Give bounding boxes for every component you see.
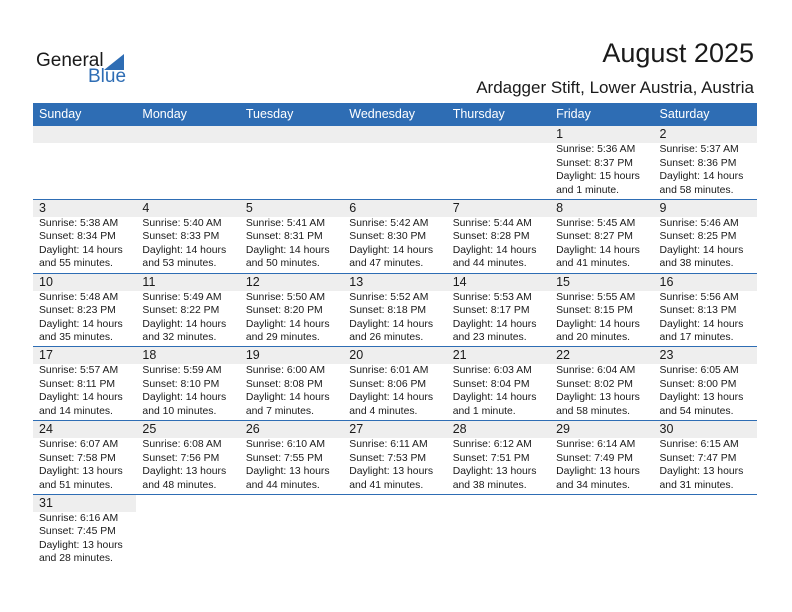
day-info xyxy=(39,438,136,492)
sunset-text: Sunset: 7:53 PM xyxy=(349,452,427,464)
minutes-text: and 47 minutes. xyxy=(349,258,424,270)
sunrise-text: Sunrise: 6:07 AM xyxy=(39,439,119,451)
day-info xyxy=(660,143,757,197)
sunrise-text: Sunrise: 5:52 AM xyxy=(349,291,429,303)
day-info xyxy=(453,291,550,345)
week-row xyxy=(33,346,757,420)
day-cell-26 xyxy=(240,421,343,494)
day-cell-18 xyxy=(136,347,239,420)
daylight-text: Daylight: 14 hours xyxy=(245,244,330,256)
day-info xyxy=(660,291,757,345)
sunrise-text: Sunrise: 5:45 AM xyxy=(556,217,636,229)
minutes-text: and 54 minutes. xyxy=(659,405,734,417)
sunrise-text: Sunrise: 5:46 AM xyxy=(659,217,739,229)
daylight-text: Daylight: 14 hours xyxy=(452,392,537,404)
page-title: August 2025 xyxy=(602,38,754,68)
day-number: 3 xyxy=(39,200,46,215)
day-info xyxy=(246,438,343,492)
day-cell-4 xyxy=(136,200,239,273)
minutes-text: and 14 minutes. xyxy=(39,405,113,417)
daylight-text: Daylight: 13 hours xyxy=(659,392,744,404)
sunrise-text: Sunrise: 6:10 AM xyxy=(245,439,325,451)
sunrise-text: Sunrise: 5:56 AM xyxy=(659,291,739,303)
sunrise-text: Sunrise: 5:36 AM xyxy=(556,144,636,155)
day-info xyxy=(453,438,550,492)
minutes-text: and 51 minutes. xyxy=(39,479,113,491)
logo-word-blue: Blue xyxy=(88,66,127,87)
empty-cell xyxy=(240,126,343,199)
day-info xyxy=(660,364,757,418)
sunset-text: Sunset: 7:51 PM xyxy=(452,452,530,464)
day-cell-7 xyxy=(447,200,550,273)
location-subtitle: Ardagger Stift, Lower Austria, Austria xyxy=(476,78,754,97)
daylight-text: Daylight: 14 hours xyxy=(452,318,537,330)
sunrise-text: Sunrise: 6:11 AM xyxy=(349,439,428,451)
day-cell-11 xyxy=(136,274,239,347)
daylight-text: Daylight: 14 hours xyxy=(556,244,640,256)
sunrise-text: Sunrise: 5:59 AM xyxy=(142,365,222,377)
minutes-text: and 23 minutes. xyxy=(452,332,527,344)
sunrise-text: Sunrise: 6:05 AM xyxy=(659,365,739,377)
day-cell-29 xyxy=(550,421,653,494)
day-cell-8 xyxy=(550,200,653,273)
day-number: 9 xyxy=(659,200,667,215)
sunset-text: Sunset: 8:20 PM xyxy=(245,305,323,317)
empty-cell xyxy=(33,126,136,199)
daylight-text: Daylight: 13 hours xyxy=(452,466,537,478)
day-cell-28 xyxy=(447,421,550,494)
daylight-text: Daylight: 15 hours xyxy=(556,171,640,182)
day-info xyxy=(39,364,136,418)
day-cell-22 xyxy=(550,347,653,420)
minutes-text: and 38 minutes. xyxy=(452,479,527,491)
day-number: 10 xyxy=(39,274,53,289)
minutes-text: and 29 minutes. xyxy=(245,332,320,344)
day-info xyxy=(660,217,757,271)
sunset-text: Sunset: 8:17 PM xyxy=(452,305,530,317)
day-number: 15 xyxy=(556,274,571,289)
day-cell-12 xyxy=(240,274,343,347)
sunrise-text: Sunrise: 5:37 AM xyxy=(659,144,739,155)
sunrise-text: Sunrise: 5:53 AM xyxy=(452,291,532,303)
day-cell-13 xyxy=(343,274,446,347)
daylight-text: Daylight: 14 hours xyxy=(349,318,434,330)
day-number: 28 xyxy=(452,422,467,437)
sunrise-text: Sunrise: 5:40 AM xyxy=(142,217,222,229)
day-info xyxy=(246,291,343,345)
sunrise-text: Sunrise: 5:48 AM xyxy=(39,291,119,303)
day-number: 14 xyxy=(452,274,467,289)
day-info xyxy=(349,438,446,492)
day-number: 4 xyxy=(142,200,150,215)
daylight-text: Daylight: 13 hours xyxy=(349,466,434,478)
minutes-text: and 4 minutes. xyxy=(349,405,418,417)
weekday-wednesday: Wednesday xyxy=(349,107,416,121)
day-number xyxy=(142,126,239,143)
sunset-text: Sunset: 7:45 PM xyxy=(39,526,116,538)
day-info xyxy=(246,364,343,418)
day-number: 16 xyxy=(659,274,674,289)
day-info xyxy=(349,217,446,271)
day-number: 27 xyxy=(349,422,364,437)
minutes-text: and 41 minutes. xyxy=(556,258,631,270)
day-cell-21 xyxy=(447,347,550,420)
day-info xyxy=(39,217,136,271)
day-cell-25 xyxy=(136,421,239,494)
sunset-text: Sunset: 8:18 PM xyxy=(349,305,427,317)
day-number: 8 xyxy=(556,200,564,215)
day-number: 22 xyxy=(556,348,571,363)
minutes-text: and 28 minutes. xyxy=(39,553,113,565)
minutes-text: and 35 minutes. xyxy=(39,332,113,344)
day-info xyxy=(142,438,239,492)
day-info xyxy=(39,291,136,345)
sunset-text: Sunset: 8:15 PM xyxy=(556,305,633,317)
sunset-text: Sunset: 8:04 PM xyxy=(452,378,530,390)
sunset-text: Sunset: 7:58 PM xyxy=(39,452,116,464)
week-row xyxy=(33,420,757,494)
minutes-text: and 31 minutes. xyxy=(659,479,734,491)
weekday-tuesday: Tuesday xyxy=(245,107,294,121)
day-info xyxy=(556,217,653,271)
day-number: 17 xyxy=(39,348,53,363)
daylight-text: Daylight: 14 hours xyxy=(245,392,330,404)
daylight-text: Daylight: 14 hours xyxy=(452,244,537,256)
sunset-text: Sunset: 8:33 PM xyxy=(142,231,220,243)
sunrise-text: Sunrise: 6:12 AM xyxy=(452,439,532,451)
day-number: 7 xyxy=(452,200,460,215)
day-info xyxy=(142,217,239,271)
sunset-text: Sunset: 8:31 PM xyxy=(245,231,323,243)
day-number: 13 xyxy=(349,274,364,289)
day-info xyxy=(556,438,653,492)
sunrise-text: Sunrise: 5:55 AM xyxy=(556,291,636,303)
daylight-text: Daylight: 14 hours xyxy=(556,318,640,330)
logo-word-general: General xyxy=(36,50,104,71)
day-cell-30 xyxy=(654,421,757,494)
day-cell-17 xyxy=(33,347,136,420)
minutes-text: and 44 minutes. xyxy=(452,258,527,270)
sunset-text: Sunset: 8:27 PM xyxy=(556,231,633,243)
sunset-text: Sunset: 8:34 PM xyxy=(39,231,116,243)
sunset-text: Sunset: 8:06 PM xyxy=(349,378,427,390)
day-cell-3 xyxy=(33,200,136,273)
sunset-text: Sunset: 7:49 PM xyxy=(556,452,633,464)
daylight-text: Daylight: 14 hours xyxy=(659,244,744,256)
day-cell-15 xyxy=(550,274,653,347)
minutes-text: and 53 minutes. xyxy=(142,258,217,270)
week-row xyxy=(33,126,757,199)
sunrise-text: Sunrise: 6:14 AM xyxy=(556,439,636,451)
minutes-text: and 1 minute. xyxy=(452,405,516,417)
calendar-weeks xyxy=(33,126,757,568)
day-number: 1 xyxy=(556,127,564,141)
day-info xyxy=(660,438,757,492)
day-info xyxy=(39,512,136,566)
daylight-text: Daylight: 13 hours xyxy=(142,466,227,478)
daylight-text: Daylight: 14 hours xyxy=(142,244,227,256)
minutes-text: and 44 minutes. xyxy=(245,479,320,491)
sunrise-text: Sunrise: 5:50 AM xyxy=(245,291,325,303)
sunrise-text: Sunrise: 6:16 AM xyxy=(39,512,119,524)
day-number xyxy=(246,126,343,143)
minutes-text: and 7 minutes. xyxy=(245,405,315,417)
sunrise-text: Sunrise: 5:38 AM xyxy=(39,217,119,229)
sunrise-text: Sunrise: 5:42 AM xyxy=(349,217,429,229)
sunset-text: Sunset: 8:08 PM xyxy=(245,378,323,390)
day-number: 18 xyxy=(142,348,157,363)
day-cell-24 xyxy=(33,421,136,494)
day-info xyxy=(453,364,550,418)
week-row xyxy=(33,494,757,568)
sunset-text: Sunset: 8:00 PM xyxy=(659,378,737,390)
daylight-text: Daylight: 13 hours xyxy=(39,539,123,551)
sunset-text: Sunset: 8:22 PM xyxy=(142,305,220,317)
minutes-text: and 58 minutes. xyxy=(659,184,734,196)
daylight-text: Daylight: 14 hours xyxy=(659,318,744,330)
day-cell-19 xyxy=(240,347,343,420)
minutes-text: and 41 minutes. xyxy=(349,479,424,491)
weekday-thursday: Thursday xyxy=(452,107,505,121)
day-cell-20 xyxy=(343,347,446,420)
day-number xyxy=(39,126,136,143)
minutes-text: and 20 minutes. xyxy=(556,332,631,344)
day-number: 6 xyxy=(349,200,357,215)
day-number: 31 xyxy=(39,495,53,510)
minutes-text: and 34 minutes. xyxy=(556,479,631,491)
daylight-text: Daylight: 14 hours xyxy=(142,392,227,404)
sunset-text: Sunset: 8:13 PM xyxy=(659,305,737,317)
empty-cell xyxy=(136,126,239,199)
empty-cell xyxy=(343,126,446,199)
day-number xyxy=(349,126,446,143)
day-number: 30 xyxy=(659,422,674,437)
day-number: 21 xyxy=(452,348,467,363)
day-info xyxy=(349,291,446,345)
sunset-text: Sunset: 8:36 PM xyxy=(659,157,737,169)
day-info xyxy=(349,364,446,418)
logo xyxy=(36,50,136,90)
calendar xyxy=(33,103,757,568)
day-number: 20 xyxy=(349,348,364,363)
day-info xyxy=(453,217,550,271)
sunset-text: Sunset: 8:11 PM xyxy=(39,378,116,390)
minutes-text: and 58 minutes. xyxy=(556,405,631,417)
empty-cell xyxy=(447,126,550,199)
day-number xyxy=(453,126,550,143)
sunset-text: Sunset: 8:37 PM xyxy=(556,157,633,169)
day-info xyxy=(556,291,653,345)
sunrise-text: Sunrise: 5:41 AM xyxy=(245,217,325,229)
daylight-text: Daylight: 14 hours xyxy=(245,318,330,330)
week-row xyxy=(33,199,757,273)
sunset-text: Sunset: 8:30 PM xyxy=(349,231,427,243)
day-cell-1 xyxy=(550,126,653,199)
daylight-text: Daylight: 14 hours xyxy=(349,392,434,404)
daylight-text: Daylight: 14 hours xyxy=(39,244,123,256)
sunset-text: Sunset: 7:47 PM xyxy=(659,452,737,464)
daylight-text: Daylight: 14 hours xyxy=(142,318,227,330)
sunrise-text: Sunrise: 6:00 AM xyxy=(245,365,325,377)
sunset-text: Sunset: 8:28 PM xyxy=(452,231,530,243)
day-cell-10 xyxy=(33,274,136,347)
minutes-text: and 1 minute. xyxy=(556,184,620,196)
daylight-text: Daylight: 14 hours xyxy=(349,244,434,256)
minutes-text: and 32 minutes. xyxy=(142,332,217,344)
day-number: 11 xyxy=(142,274,156,289)
day-number: 24 xyxy=(39,422,53,437)
day-info xyxy=(246,217,343,271)
day-info xyxy=(556,364,653,418)
day-cell-6 xyxy=(343,200,446,273)
day-cell-14 xyxy=(447,274,550,347)
weekday-header xyxy=(33,103,757,126)
weekday-saturday: Saturday xyxy=(659,107,710,121)
sunrise-text: Sunrise: 5:44 AM xyxy=(452,217,532,229)
sunset-text: Sunset: 8:25 PM xyxy=(659,231,737,243)
day-cell-16 xyxy=(654,274,757,347)
weekday-friday: Friday xyxy=(556,107,591,121)
minutes-text: and 38 minutes. xyxy=(659,258,734,270)
weekday-monday: Monday xyxy=(142,107,187,121)
daylight-text: Daylight: 13 hours xyxy=(245,466,330,478)
daylight-text: Daylight: 14 hours xyxy=(39,392,123,404)
minutes-text: and 48 minutes. xyxy=(142,479,217,491)
day-cell-5 xyxy=(240,200,343,273)
day-number: 26 xyxy=(245,422,260,437)
day-info xyxy=(142,364,239,418)
daylight-text: Daylight: 13 hours xyxy=(39,466,123,478)
day-number: 23 xyxy=(659,348,674,363)
daylight-text: Daylight: 14 hours xyxy=(659,171,744,182)
sunset-text: Sunset: 8:23 PM xyxy=(39,305,116,317)
day-number: 29 xyxy=(556,422,571,437)
day-info xyxy=(142,291,239,345)
sunrise-text: Sunrise: 5:57 AM xyxy=(39,365,119,377)
sunrise-text: Sunrise: 6:08 AM xyxy=(142,439,222,451)
daylight-text: Daylight: 13 hours xyxy=(556,392,640,404)
day-info xyxy=(556,143,653,197)
sunrise-text: Sunrise: 6:01 AM xyxy=(349,365,429,377)
day-cell-2 xyxy=(654,126,757,199)
sunset-text: Sunset: 8:10 PM xyxy=(142,378,220,390)
sunset-text: Sunset: 7:56 PM xyxy=(142,452,220,464)
minutes-text: and 55 minutes. xyxy=(39,258,113,270)
minutes-text: and 50 minutes. xyxy=(245,258,320,270)
daylight-text: Daylight: 14 hours xyxy=(39,318,123,330)
minutes-text: and 17 minutes. xyxy=(659,332,734,344)
day-number: 25 xyxy=(142,422,157,437)
daylight-text: Daylight: 13 hours xyxy=(556,466,640,478)
minutes-text: and 10 minutes. xyxy=(142,405,217,417)
sunrise-text: Sunrise: 6:04 AM xyxy=(556,365,636,377)
day-cell-23 xyxy=(654,347,757,420)
sunrise-text: Sunrise: 6:03 AM xyxy=(452,365,532,377)
week-row xyxy=(33,273,757,347)
day-cell-9 xyxy=(654,200,757,273)
weekday-sunday: Sunday xyxy=(39,107,82,121)
day-number: 19 xyxy=(245,348,260,363)
sunset-text: Sunset: 8:02 PM xyxy=(556,378,633,390)
sunrise-text: Sunrise: 6:15 AM xyxy=(659,439,739,451)
minutes-text: and 26 minutes. xyxy=(349,332,424,344)
day-number: 2 xyxy=(659,127,667,141)
sunrise-text: Sunrise: 5:49 AM xyxy=(142,291,222,303)
day-number: 5 xyxy=(245,200,253,215)
daylight-text: Daylight: 13 hours xyxy=(659,466,744,478)
day-number: 12 xyxy=(245,274,260,289)
day-cell-27 xyxy=(343,421,446,494)
sunset-text: Sunset: 7:55 PM xyxy=(245,452,323,464)
day-cell-31 xyxy=(33,495,136,568)
